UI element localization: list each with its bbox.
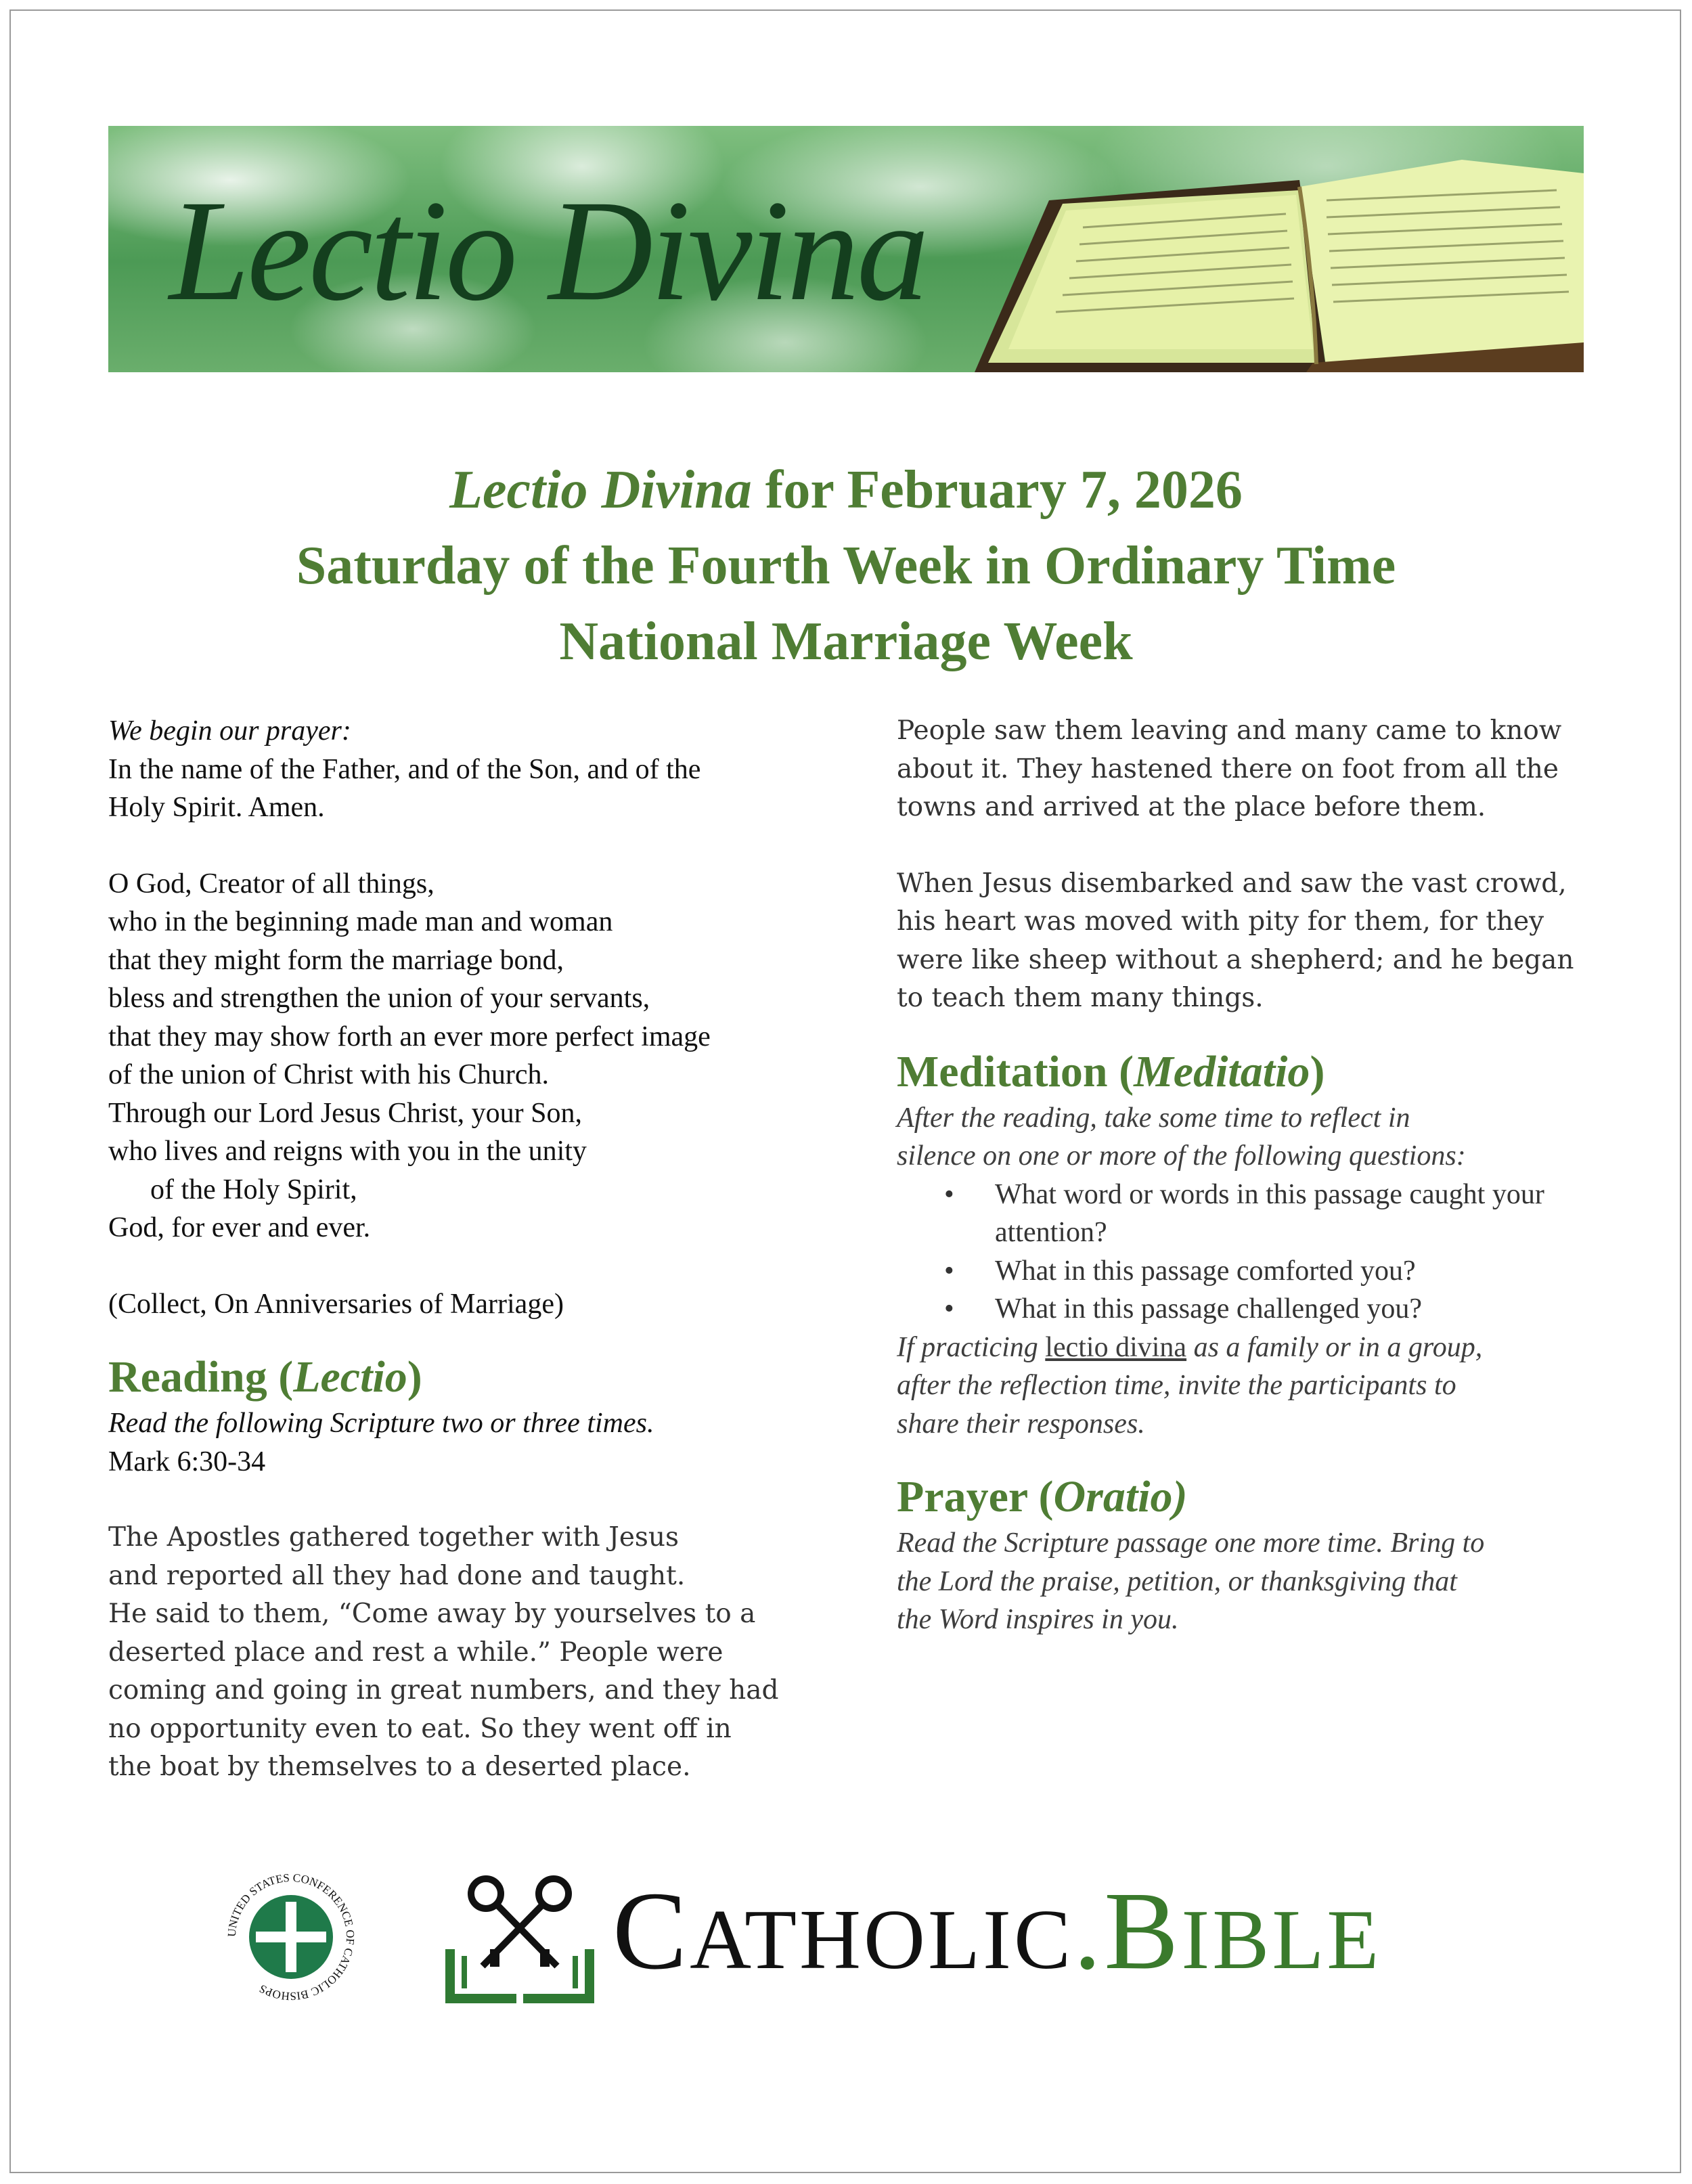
heading-line-2: Saturday of the Fourth Week in Ordinary Time: [296, 536, 1396, 596]
begin-label: We begin our prayer:: [108, 715, 351, 746]
scripture-line: about it. They hastened there on foot from all the: [897, 753, 1559, 784]
reading-instruction: Read the following Scripture two or three times.: [108, 1408, 654, 1439]
scripture-line: to teach them many things.: [897, 983, 1264, 1013]
scripture-line: were like sheep without a shepherd; and he began: [897, 944, 1574, 975]
right-column: [897, 712, 1614, 1639]
begin-line: In the name of the Father, and of the Son, and of the: [108, 753, 701, 785]
scripture-line: People saw them leaving and many came to know: [897, 715, 1562, 746]
group-note: share their responses.: [897, 1408, 1145, 1440]
scripture-line: He said to them, “Come away by yourselves to a: [108, 1599, 756, 1629]
scripture-line: When Jesus disembarked and saw the vast crowd,: [897, 868, 1567, 899]
usccb-seal-logo: [223, 1869, 359, 2005]
scripture-line: his heart was moved with pity for them, for they: [897, 906, 1544, 937]
document-heading: [0, 452, 1692, 679]
prayer-line: that they might form the marriage bond,: [108, 944, 564, 976]
prayer-instruction: Read the Scripture passage one more time. Bring to: [897, 1528, 1485, 1559]
reading-reference: Mark 6:30-34: [108, 1446, 266, 1477]
meditation-heading: Meditation (Meditatio): [897, 1046, 1325, 1096]
prayer-instruction: the Lord the praise, petition, or thanksgiving that: [897, 1565, 1457, 1597]
open-bible-icon: [948, 126, 1584, 372]
prayer-instruction: the Word inspires in you.: [897, 1604, 1179, 1635]
prayer-heading: Prayer (Oratio): [897, 1472, 1188, 1521]
question-item: • What in this passage comforted you?: [897, 1252, 1614, 1291]
heading-line-3: National Marriage Week: [559, 612, 1133, 671]
lectio-divina-banner: [108, 126, 1584, 372]
prayer-line: that they may show forth an ever more perfect image: [108, 1021, 711, 1052]
heading-line-1: Lectio Divina for February 7, 2026: [449, 460, 1243, 520]
scripture-line: coming and going in great numbers, and they had: [108, 1675, 779, 1706]
lectio-divina-link[interactable]: lectio divina: [1045, 1331, 1187, 1363]
scripture-line: the boat by themselves to a deserted place.: [108, 1752, 691, 1782]
begin-line: Holy Spirit. Amen.: [108, 792, 325, 823]
scripture-line: deserted place and rest a while.” People were: [108, 1636, 723, 1668]
question-item: • What word or words in this passage caught your attention?: [897, 1176, 1614, 1252]
scripture-line: and reported all they had done and taught.: [108, 1560, 686, 1591]
meditation-instruction: silence on one or more of the following questions:: [897, 1140, 1466, 1172]
scripture-line: The Apostles gathered together with Jesus: [108, 1522, 680, 1553]
question-item: • What in this passage challenged you?: [897, 1290, 1614, 1329]
group-note: If practicing lectio divina as a family or in a group,: [897, 1331, 1483, 1363]
scripture-line: no opportunity even to eat. So they went off in: [108, 1713, 732, 1744]
scripture-line: towns and arrived at the place before them.: [897, 792, 1486, 822]
prayer-line: of the Holy Spirit,: [150, 1174, 357, 1205]
reading-heading: Reading (Lectio): [108, 1352, 422, 1402]
banner-title: Lectio Divina: [169, 171, 927, 331]
prayer-line: O God, Creator of all things,: [108, 868, 435, 899]
prayer-line: bless and strengthen the union of your servants,: [108, 983, 650, 1014]
group-note: after the reflection time, invite the participants to: [897, 1370, 1456, 1401]
keys-and-book-icon: [439, 1868, 601, 2010]
meditation-instruction: After the reading, take some time to reflect in: [897, 1102, 1410, 1134]
prayer-line: Through our Lord Jesus Christ, your Son,: [108, 1097, 582, 1129]
question-list: [897, 1176, 1614, 1329]
collect-source: (Collect, On Anniversaries of Marriage): [108, 1288, 564, 1320]
prayer-line: who in the beginning made man and woman: [108, 906, 613, 937]
prayer-line: God, for ever and ever.: [108, 1212, 371, 1243]
left-column: [108, 712, 826, 1787]
prayer-line: who lives and reigns with you in the unity: [108, 1136, 587, 1167]
catholic-bible-wordmark: CATHOLIC.BIBLE: [613, 1869, 1382, 1992]
svg-text:UNITED STATES CONFERENCE OF CA: UNITED STATES CONFERENCE OF CATHOLIC BISHOPS: [225, 1871, 357, 2003]
prayer-line: of the union of Christ with his Church.: [108, 1059, 549, 1090]
